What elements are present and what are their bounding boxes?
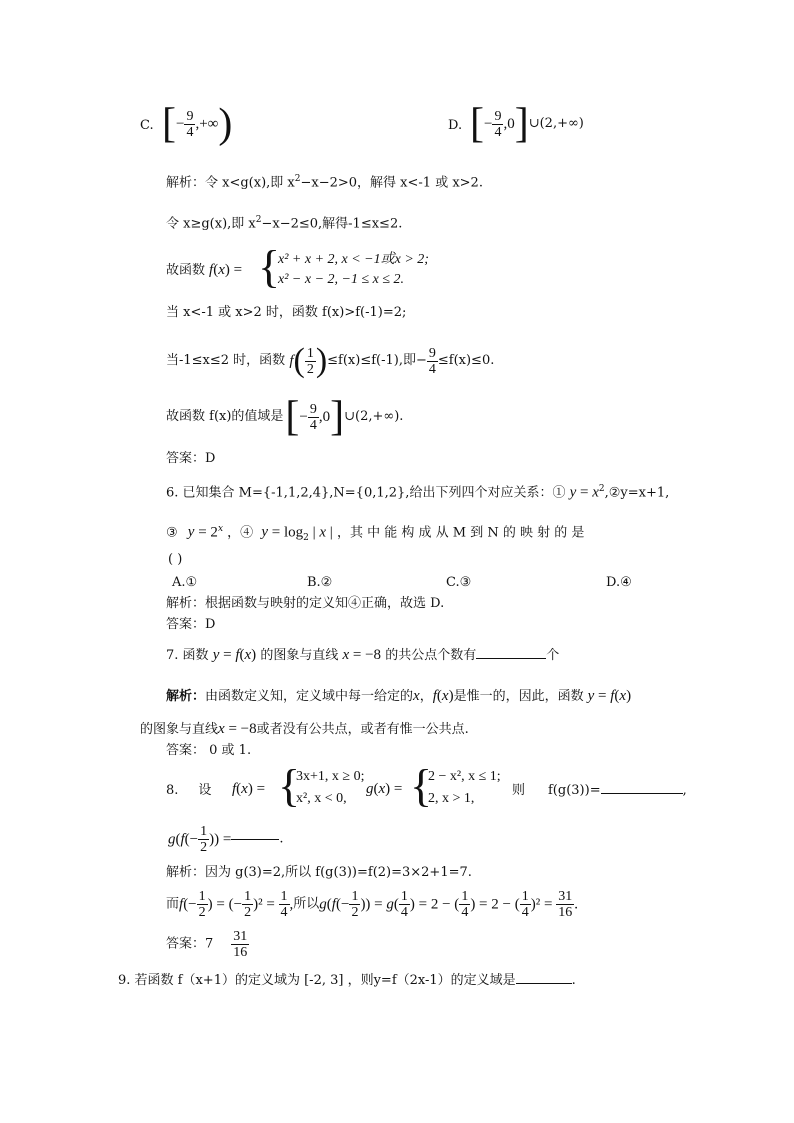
option-c-interval: [− $\frac{9}{4}$ ,+∞) bbox=[162, 101, 233, 147]
sol5-piecewise-label: 故函数 f(x) = bbox=[166, 262, 243, 278]
option-c-label: C. bbox=[140, 118, 154, 133]
option-d-interval: [− $\frac{9}{4}$ ,0]∪(2,+∞) bbox=[470, 101, 584, 147]
q8-solution-line1: 解析：因为 g(3)=2,所以 f(g(3))=f(2)=3×2+1=7. bbox=[166, 865, 472, 880]
q8-line2: g(f(− $\frac{1}{2}$ )) = . bbox=[168, 824, 284, 855]
q6-choice-b: B.② bbox=[307, 575, 333, 590]
q7-line1: 7. 函数 y = f(x) 的图象与直线 x = −8 的共公点个数有 个 bbox=[166, 647, 560, 663]
q9-blank[interactable] bbox=[516, 983, 572, 984]
option-d-label: D. bbox=[448, 118, 463, 133]
sol5-line4: 当 x<-1 或 x>2 时，函数 f(x)>f(-1)=2; bbox=[166, 305, 407, 320]
q8-blank-2[interactable] bbox=[231, 839, 279, 840]
q7-answer: 答案： 0 或 1. bbox=[166, 743, 252, 758]
sol5-piecewise: { x² + x + 2, x < −1或x > 2; x² − x − 2, −1 ≤ x ≤ 2. bbox=[258, 241, 429, 292]
q8-g-label: g(x) = bbox=[366, 781, 403, 797]
q8-f-label: f(x) = bbox=[232, 781, 266, 797]
q7-solution-line1: 解析：由函数定义知，定义域中每一给定的x，f(x)是惟一的，因此，函数 y = f(x) bbox=[166, 688, 632, 704]
q8-fg3: f(g(3))= , bbox=[548, 783, 687, 798]
q6-answer: 答案：D bbox=[166, 617, 216, 632]
q6-choice-d: D.④ bbox=[606, 575, 632, 590]
q8-solution-line2: 而f(− $\frac{1}{2}$ ) = (− $\frac{1}{2}$ )² = $\frac{1}{4}$ ,所以g(f(− $\frac{1}{2}$ )) = g( $\frac{1}{4}$ ) = 2 − ( $\frac{1}{4}$ ) = 2 − ( $\frac{1}{4}$ )² = $\frac{31}{16}$ . bbox=[166, 889, 578, 920]
option-c bbox=[140, 118, 154, 134]
q8-num: 8. 设 bbox=[166, 783, 212, 798]
q7-blank[interactable] bbox=[476, 658, 546, 659]
q8-g-cases: { 2 − x², x ≤ 1; 2, x > 1, bbox=[410, 760, 501, 811]
q8-answer: 答案：7 $\frac{31}{16}$ bbox=[166, 929, 248, 960]
q8-f-cases: { 3x+1, x ≥ 0; x², x < 0, bbox=[278, 760, 365, 811]
sol5-line5: 当-1≤x≤2 时，函数 f( $\frac{1}{2}$ )≤f(x)≤f(-1),即− $\frac{9}{4}$ ≤f(x)≤0. bbox=[166, 342, 495, 379]
q6-paren: ( ) bbox=[168, 552, 183, 567]
sol5-line1: 解析：令 x<g(x),即 $x^2-x-2>0$，解得 x<-1 或 x>2. bbox=[166, 174, 483, 191]
q6-choice-c: C.③ bbox=[446, 575, 472, 590]
q6-solution: 解析：根据函数与映射的定义知④正确，故选 D. bbox=[166, 596, 445, 611]
sol5-line6: 故函数 f(x)的值域是[− $\frac{9}{4}$ ,0]∪(2,+∞). bbox=[166, 394, 404, 440]
q9: 9. 若函数 f（x+1）的定义域为 [-2, 3] ，则y=f（2x-1）的定义域是 . bbox=[118, 973, 576, 988]
q8-ze: 则 bbox=[512, 783, 526, 798]
q8-blank-1[interactable] bbox=[601, 793, 683, 794]
q6-choice-a: A.① bbox=[172, 575, 198, 590]
q7-solution-line2: 的图象与直线x = −8或者没有公共点，或者有惟一公共点. bbox=[140, 721, 469, 737]
q6-line2: ③ $y = 2^x$ ，④ $y = \log_2$ | x | ，其 中 能 构 成 从 M 到 N 的 映 射 的 是 bbox=[166, 524, 585, 543]
sol5-line2: 令 x≥g(x),即 $x^2-x-2\le 0$,解得-1≤x≤2. bbox=[166, 215, 403, 232]
option-d bbox=[448, 118, 462, 134]
q6-line1: 6. 已知集合 M={-1,1,2,4},N={0,1,2},给出下列四个对应关系：① $y = x^2,②y=x+1$, bbox=[166, 484, 670, 501]
sol5-answer: 答案：D bbox=[166, 451, 216, 466]
